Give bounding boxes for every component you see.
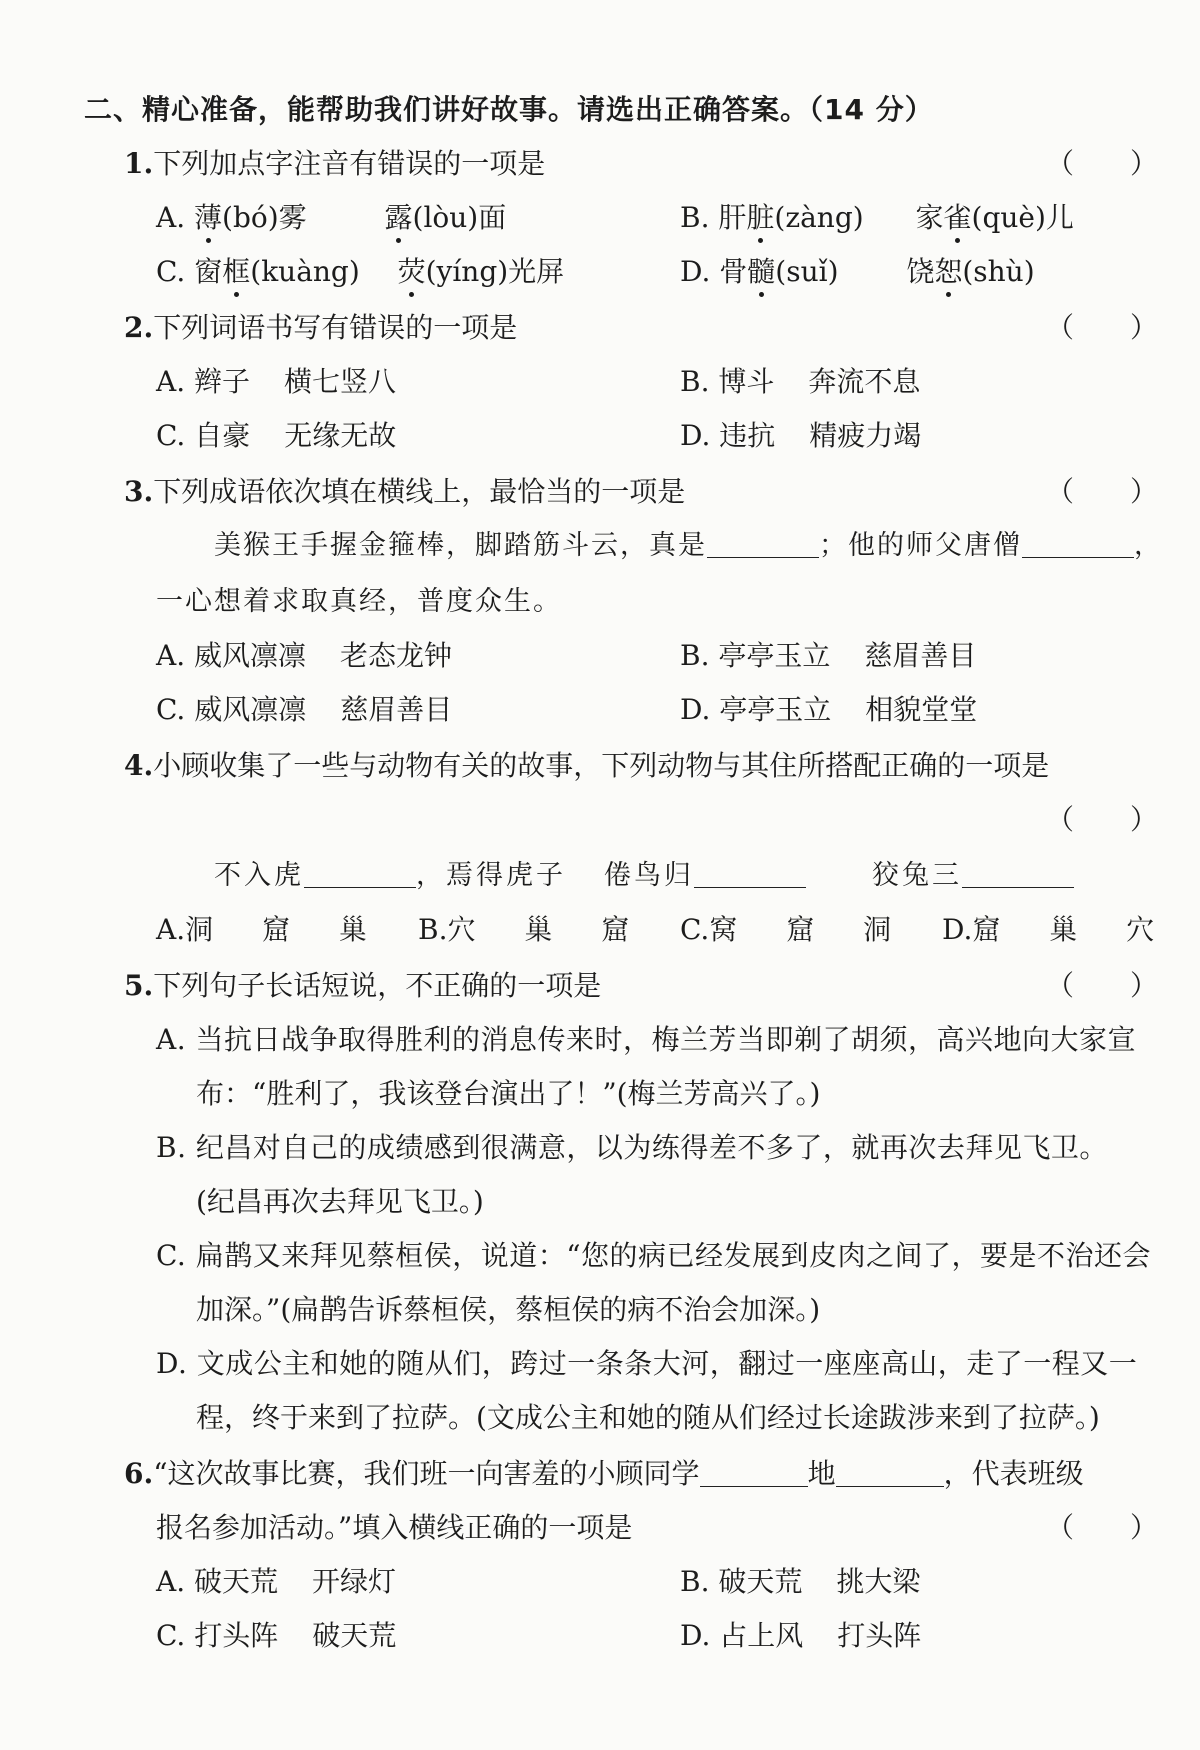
option-letter: D. xyxy=(942,913,973,946)
question-number: 5. xyxy=(124,969,154,1002)
option-word: 打头阵 xyxy=(837,1619,922,1652)
pinyin: (shù) xyxy=(962,255,1035,288)
option-word: 威风凛凛 xyxy=(194,639,307,672)
char: 窗 xyxy=(194,255,223,288)
option-letter: A. xyxy=(156,913,186,946)
answer-paren-1[interactable]: （ ） xyxy=(1046,147,1159,180)
option-word: 洞 窟 巢 xyxy=(185,913,387,946)
q5-option-a-line2: 布：“胜利了，我该登台演出了！”(梅兰芳高兴了。) xyxy=(196,1077,821,1110)
q4-phrase-3 xyxy=(872,858,1074,894)
option-word: 辫子 xyxy=(194,365,251,398)
char: 肝 xyxy=(718,201,747,234)
q5-option-c-line1 xyxy=(156,1238,1151,1274)
q2-option-a xyxy=(156,364,396,400)
q4-phrase-1 xyxy=(214,858,566,894)
q6-option-d xyxy=(680,1618,921,1654)
fill-blank[interactable] xyxy=(836,1458,944,1487)
option-letter: B. xyxy=(680,639,710,672)
passage-text: 美猴王手握金箍棒，脚踏筋斗云，真是 xyxy=(214,530,707,561)
option-text: 文成公主和她的随从们，跨过一条条大河，翻过一座座高山，走了一程又一 xyxy=(196,1347,1138,1380)
question-6 xyxy=(124,1456,1084,1492)
option-word: 威风凛凛 xyxy=(194,693,307,726)
passage-text: ， xyxy=(1134,530,1163,561)
option-word: 穴 巢 窟 xyxy=(447,913,650,946)
fill-blank[interactable] xyxy=(707,529,819,558)
option-letter: B. xyxy=(418,913,448,946)
q6-option-a xyxy=(156,1564,396,1600)
question-stem: ，代表班级 xyxy=(943,1457,1084,1490)
option-letter: A. xyxy=(156,201,186,234)
option-word: 亭亭玉立 xyxy=(719,693,832,726)
q3-option-a xyxy=(156,638,452,674)
q1-option-c xyxy=(156,254,564,290)
fill-blank[interactable] xyxy=(694,859,806,888)
option-letter: C. xyxy=(156,419,186,452)
option-word: 挑大梁 xyxy=(836,1565,921,1598)
option-word: 慈眉善目 xyxy=(864,639,977,672)
option-word: 破天荒 xyxy=(718,1565,803,1598)
fill-blank[interactable] xyxy=(962,859,1074,888)
option-word: 破天荒 xyxy=(194,1565,279,1598)
answer-paren-5[interactable]: （ ） xyxy=(1046,969,1159,1002)
q5-option-b-line2: (纪昌再次去拜见飞卫。) xyxy=(196,1185,484,1218)
dotted-char: 框 xyxy=(222,255,251,288)
q1-option-a xyxy=(156,200,506,236)
q3-option-d xyxy=(680,692,977,728)
q1-option-d xyxy=(680,254,1035,290)
question-stem: 下列句子长话短说，不正确的一项是 xyxy=(153,969,602,1002)
dotted-char: 荧 xyxy=(397,255,426,288)
pinyin: (kuàng) xyxy=(250,255,360,288)
q5-option-b-line1 xyxy=(156,1130,1108,1166)
char: 家 xyxy=(915,201,944,234)
question-stem: 下列成语依次填在横线上，最恰当的一项是 xyxy=(153,475,686,508)
option-letter: D. xyxy=(680,255,711,288)
option-word: 开绿灯 xyxy=(312,1565,397,1598)
dotted-char: 雀 xyxy=(943,201,972,234)
q5-option-d-line2: 程，终于来到了拉萨。(文成公主和她的随从们经过长途跋涉来到了拉萨。) xyxy=(196,1401,1100,1434)
option-letter: D. xyxy=(680,419,711,452)
question-stem: 地 xyxy=(807,1457,836,1490)
q5-option-c-line2: 加深。”(扁鹊告诉蔡桓侯，蔡桓侯的病不治会加深。) xyxy=(196,1293,821,1326)
pinyin: (yíng)光屏 xyxy=(425,255,565,288)
question-number: 1. xyxy=(124,147,154,180)
option-word: 自豪 xyxy=(194,419,251,452)
question-number: 2. xyxy=(124,311,154,344)
option-word: 慈眉善目 xyxy=(340,693,453,726)
option-word: 博斗 xyxy=(718,365,775,398)
option-word: 无缘无故 xyxy=(284,419,397,452)
question-number: 6. xyxy=(124,1457,154,1490)
q2-option-c xyxy=(156,418,396,454)
option-letter: A. xyxy=(156,1565,186,1598)
dotted-char: 脏 xyxy=(746,201,775,234)
phrase-text: 狡兔三 xyxy=(872,860,962,891)
q5-option-d-line1 xyxy=(156,1346,1137,1382)
option-text: 扁鹊又来拜见蔡桓侯，说道：“您的病已经发展到皮肉之间了，要是不治还会 xyxy=(195,1239,1152,1272)
char: 饶 xyxy=(906,255,935,288)
answer-paren-6[interactable]: （ ） xyxy=(1046,1511,1159,1544)
question-number: 3. xyxy=(124,475,154,508)
q2-option-b xyxy=(680,364,920,400)
q3-passage-line2: 一心想着求取真经，普度众生。 xyxy=(156,586,562,617)
q6-option-b xyxy=(680,1564,920,1600)
option-letter: C. xyxy=(156,255,186,288)
option-letter: C. xyxy=(680,913,710,946)
q3-passage-line1 xyxy=(214,528,1163,564)
passage-text: ；他的师父唐僧 xyxy=(819,530,1022,561)
question-stem: “这次故事比赛，我们班一向害羞的小顾同学 xyxy=(153,1457,700,1490)
q6-option-c xyxy=(156,1618,396,1654)
q2-option-d xyxy=(680,418,921,454)
fill-blank[interactable] xyxy=(700,1458,808,1487)
question-stem: 小顾收集了一些与动物有关的故事，下列动物与其住所搭配正确的一项是 xyxy=(153,749,1050,782)
option-word: 违抗 xyxy=(719,419,776,452)
option-word: 打头阵 xyxy=(194,1619,279,1652)
question-4 xyxy=(124,748,1049,784)
dotted-char: 髓 xyxy=(747,255,776,288)
question-stem: 下列加点字注音有错误的一项是 xyxy=(153,147,546,180)
answer-paren-4[interactable]: （ ） xyxy=(1046,803,1159,836)
char: 骨 xyxy=(719,255,748,288)
fill-blank[interactable] xyxy=(1022,529,1134,558)
option-word: 窟 巢 穴 xyxy=(972,913,1175,946)
option-word: 亭亭玉立 xyxy=(718,639,831,672)
option-letter: B. xyxy=(680,365,710,398)
q4-option-a xyxy=(156,912,387,948)
phrase-text: 不入虎 xyxy=(214,860,304,891)
question-2 xyxy=(124,310,517,346)
option-letter: C. xyxy=(156,1239,187,1272)
q4-option-b xyxy=(418,912,649,948)
q3-option-c xyxy=(156,692,452,728)
pinyin: (bó)雾 xyxy=(222,201,307,234)
option-word: 窝 窟 洞 xyxy=(709,913,912,946)
option-text: 纪昌对自己的成绩感到很满意，以为练得差不多了，就再次去拜见飞卫。 xyxy=(195,1131,1108,1164)
q5-option-a-line1 xyxy=(156,1022,1136,1058)
dotted-char: 薄 xyxy=(194,201,223,234)
option-word: 占上风 xyxy=(719,1619,804,1652)
question-stem: 下列词语书写有错误的一项是 xyxy=(153,311,518,344)
fill-blank[interactable] xyxy=(304,859,416,888)
option-letter: B. xyxy=(680,201,710,234)
option-letter: B. xyxy=(680,1565,710,1598)
q1-option-b xyxy=(680,200,1074,236)
question-6-line2: 报名参加活动。”填入横线正确的一项是 xyxy=(156,1511,633,1544)
phrase-text: ，焉得虎子 xyxy=(416,860,566,891)
option-letter: C. xyxy=(156,693,186,726)
q3-option-b xyxy=(680,638,976,674)
option-letter: D. xyxy=(680,1619,711,1652)
q4-phrase-2 xyxy=(604,858,806,894)
q4-option-d xyxy=(942,912,1174,948)
q4-option-c xyxy=(680,912,911,948)
answer-paren-3[interactable]: （ ） xyxy=(1046,475,1159,508)
question-5 xyxy=(124,968,601,1004)
option-text: 当抗日战争取得胜利的消息传来时，梅兰芳当即剃了胡须，高兴地向大家宣 xyxy=(195,1023,1137,1056)
dotted-char: 露 xyxy=(384,201,413,234)
question-1 xyxy=(124,146,545,182)
pinyin: (zàng) xyxy=(774,201,864,234)
option-letter: A. xyxy=(156,639,186,672)
pinyin: (què)儿 xyxy=(971,201,1074,234)
section-title: 二、精心准备，能帮助我们讲好故事。请选出正确答案。（14 分） xyxy=(84,93,934,126)
option-letter: A. xyxy=(156,1023,187,1056)
option-word: 精疲力竭 xyxy=(809,419,922,452)
option-letter: C. xyxy=(156,1619,186,1652)
option-word: 奔流不息 xyxy=(808,365,921,398)
option-letter: D. xyxy=(156,1347,188,1380)
answer-paren-2[interactable]: （ ） xyxy=(1046,311,1159,344)
pinyin: (lòu)面 xyxy=(412,201,507,234)
option-word: 破天荒 xyxy=(312,1619,397,1652)
phrase-text: 倦鸟归 xyxy=(604,860,694,891)
question-number: 4. xyxy=(124,749,154,782)
option-letter: B. xyxy=(156,1131,187,1164)
question-3 xyxy=(124,474,685,510)
option-word: 横七竖八 xyxy=(284,365,397,398)
option-word: 相貌堂堂 xyxy=(865,693,978,726)
pinyin: (suǐ) xyxy=(775,255,839,288)
option-letter: D. xyxy=(680,693,711,726)
option-letter: A. xyxy=(156,365,186,398)
option-word: 老态龙钟 xyxy=(340,639,453,672)
dotted-char: 恕 xyxy=(934,255,963,288)
